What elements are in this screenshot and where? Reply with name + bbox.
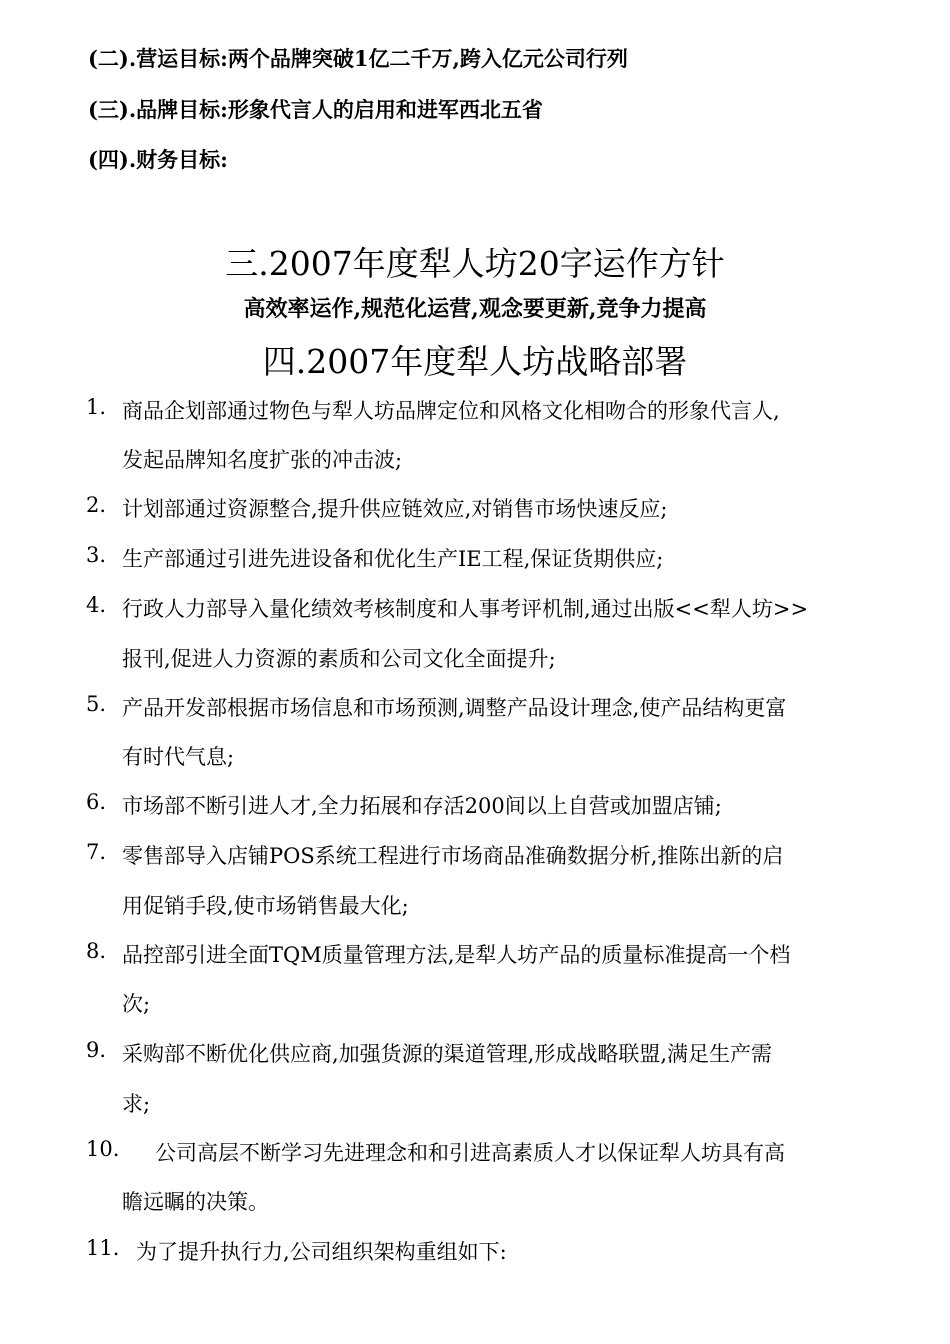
list-item-line: 生产部通过引进先进设备和优化生产IE工程,保证货期供应; bbox=[122, 547, 664, 571]
goal-operations: (二).营运目标:两个品牌突破1亿二千万,跨入亿元公司行列 bbox=[88, 46, 628, 71]
goal-finance: (四).财务目标: bbox=[88, 147, 228, 172]
list-item-line: 用促销手段,使市场销售最大化; bbox=[122, 894, 409, 918]
section-4-title: 四.2007年度犁人坊战略部署 bbox=[262, 342, 688, 381]
list-item-line: 有时代气息; bbox=[122, 745, 235, 769]
list-item-number: 5. bbox=[86, 692, 107, 716]
list-item-line: 次; bbox=[122, 992, 151, 1016]
list-item-line: 商品企划部通过物色与犁人坊品牌定位和风格文化相吻合的形象代言人, bbox=[122, 399, 780, 423]
list-item-number: 6. bbox=[86, 790, 107, 814]
list-item-line: 为了提升执行力,公司组织架构重组如下: bbox=[136, 1240, 507, 1264]
list-item-line: 求; bbox=[122, 1092, 151, 1116]
list-item-line: 瞻远瞩的决策。 bbox=[122, 1190, 269, 1214]
list-item-number: 11. bbox=[86, 1236, 120, 1260]
goal-brand: (三).品牌目标:形象代言人的启用和进军西北五省 bbox=[88, 97, 543, 122]
list-item-number: 2. bbox=[86, 493, 107, 517]
list-item-number: 8. bbox=[86, 939, 107, 963]
section-3-motto: 高效率运作,规范化运营,观念要更新,竞争力提高 bbox=[243, 296, 707, 322]
list-item-line: 报刊,促进人力资源的素质和公司文化全面提升; bbox=[122, 647, 556, 671]
list-item-line: 计划部通过资源整合,提升供应链效应,对销售市场快速反应; bbox=[122, 497, 668, 521]
list-item-line: 公司高层不断学习先进理念和和引进高素质人才以保证犁人坊具有高 bbox=[155, 1141, 785, 1165]
list-item-number: 1. bbox=[86, 395, 107, 419]
list-item-line: 采购部不断优化供应商,加强货源的渠道管理,形成战略联盟,满足生产需 bbox=[122, 1042, 773, 1066]
list-item-number: 4. bbox=[86, 593, 107, 617]
list-item-line: 品控部引进全面TQM质量管理方法,是犁人坊产品的质量标准提高一个档 bbox=[122, 943, 791, 967]
list-item-number: 7. bbox=[86, 840, 107, 864]
list-item-number: 9. bbox=[86, 1038, 107, 1062]
list-item-number: 3. bbox=[86, 543, 107, 567]
list-item-line: 行政人力部导入量化绩效考核制度和人事考评机制,通过出版<<犁人坊>> bbox=[122, 597, 809, 621]
section-3-title: 三.2007年度犁人坊20字运作方针 bbox=[225, 244, 725, 283]
list-item-line: 产品开发部根据市场信息和市场预测,调整产品设计理念,使产品结构更富 bbox=[122, 696, 787, 720]
list-item-line: 市场部不断引进人才,全力拓展和存活200间以上自营或加盟店铺; bbox=[122, 794, 722, 818]
list-item-number: 10. bbox=[86, 1137, 120, 1161]
list-item-line: 零售部导入店铺POS系统工程进行市场商品准确数据分析,推陈出新的启 bbox=[122, 844, 784, 868]
list-item-line: 发起品牌知名度扩张的冲击波; bbox=[122, 448, 403, 472]
